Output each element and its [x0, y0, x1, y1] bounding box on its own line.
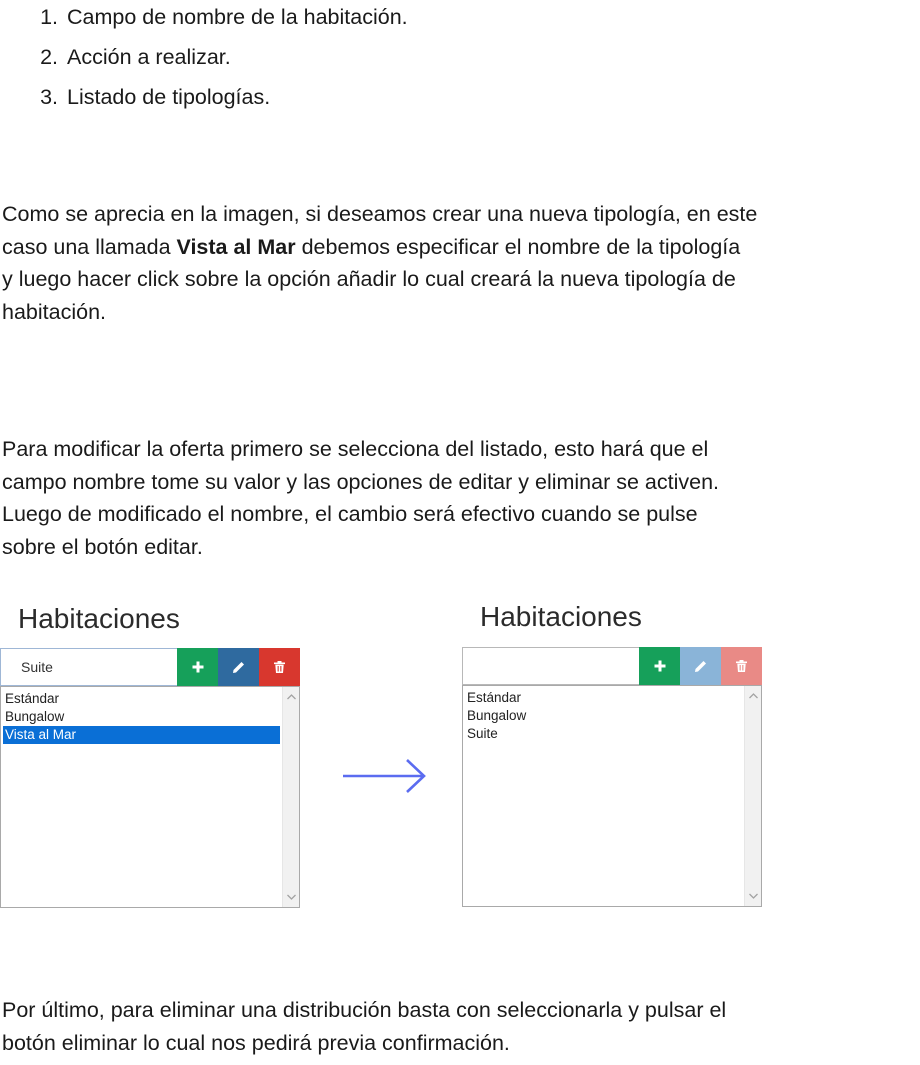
paragraph-create [2, 198, 918, 328]
delete-button[interactable] [721, 647, 762, 685]
plus-icon [654, 660, 666, 672]
text-line: habitación. [2, 299, 106, 324]
widget-toolbar [462, 647, 762, 685]
scroll-down-icon[interactable] [745, 888, 761, 904]
list-number: 2. [40, 45, 58, 69]
edit-button[interactable] [218, 648, 259, 686]
list-option[interactable]: Estándar [467, 690, 522, 705]
list-text: Campo de nombre de la habitación. [67, 5, 408, 29]
room-type-listbox[interactable] [462, 685, 762, 907]
list-text: Listado de tipologías. [67, 85, 271, 109]
list-option-selected[interactable]: Vista al Mar [3, 726, 280, 744]
add-button[interactable] [639, 647, 680, 685]
paragraph-delete [2, 994, 918, 1059]
text-fragment: debemos especificar el nombre de la tipología [295, 234, 741, 259]
right-arrow-icon [343, 758, 427, 794]
text-line [2, 231, 918, 264]
paragraph-edit [2, 433, 918, 563]
text-line: Por último, para eliminar una distribución basta con seleccionarla y pulsar el [2, 998, 727, 1022]
text-line: Como se aprecia en la imagen, si deseamos crear una nueva tipología, en este [2, 202, 758, 226]
text-line: y luego hacer click sobre la opción añadir lo cual creará la nueva tipología de [2, 267, 736, 291]
list-number: 1. [40, 5, 58, 29]
habitaciones-widget-after [462, 600, 762, 741]
add-button[interactable] [177, 648, 218, 686]
delete-button[interactable] [259, 648, 300, 686]
plus-icon [192, 661, 204, 673]
room-name-input[interactable] [0, 648, 177, 686]
trash-icon [736, 660, 747, 672]
text-fragment: caso una llamada [2, 234, 177, 259]
scroll-up-icon[interactable] [745, 688, 761, 704]
scrollbar[interactable] [282, 687, 299, 907]
text-line: Para modificar la oferta primero se selecciona del listado, esto hará que el [2, 437, 709, 461]
list-item [36, 2, 408, 32]
list-item [36, 42, 231, 72]
text-line: campo nombre tome su valor y las opciones de editar y eliminar se activen. [2, 469, 720, 494]
text-line: botón eliminar lo cual nos pedirá previa confirmación. [2, 1030, 510, 1055]
edit-button[interactable] [680, 647, 721, 685]
scrollbar[interactable] [744, 686, 761, 906]
list-item [36, 82, 270, 112]
habitaciones-widget-before [0, 602, 300, 742]
pencil-icon [694, 660, 707, 673]
scroll-down-icon[interactable] [283, 889, 299, 905]
room-type-listbox[interactable] [0, 686, 300, 908]
text-line: Luego de modificado el nombre, el cambio será efectivo cuando se pulse [2, 502, 698, 526]
room-name-input[interactable] [462, 647, 639, 685]
widget-title: Habitaciones [480, 601, 642, 632]
list-option[interactable]: Bungalow [5, 709, 65, 724]
listbox-options [3, 690, 280, 744]
widget-toolbar [0, 648, 300, 686]
trash-icon [274, 661, 285, 673]
pencil-icon [232, 661, 245, 674]
widget-title: Habitaciones [18, 603, 180, 634]
list-number: 3. [40, 85, 58, 109]
listbox-options [465, 689, 742, 743]
list-option[interactable]: Estándar [5, 691, 60, 706]
scroll-up-icon[interactable] [283, 689, 299, 705]
bold-term: Vista al Mar [176, 234, 296, 259]
list-text: Acción a realizar. [67, 45, 231, 69]
text-line: sobre el botón editar. [2, 534, 203, 559]
list-option[interactable]: Suite [467, 726, 498, 741]
list-option[interactable]: Bungalow [467, 708, 527, 723]
